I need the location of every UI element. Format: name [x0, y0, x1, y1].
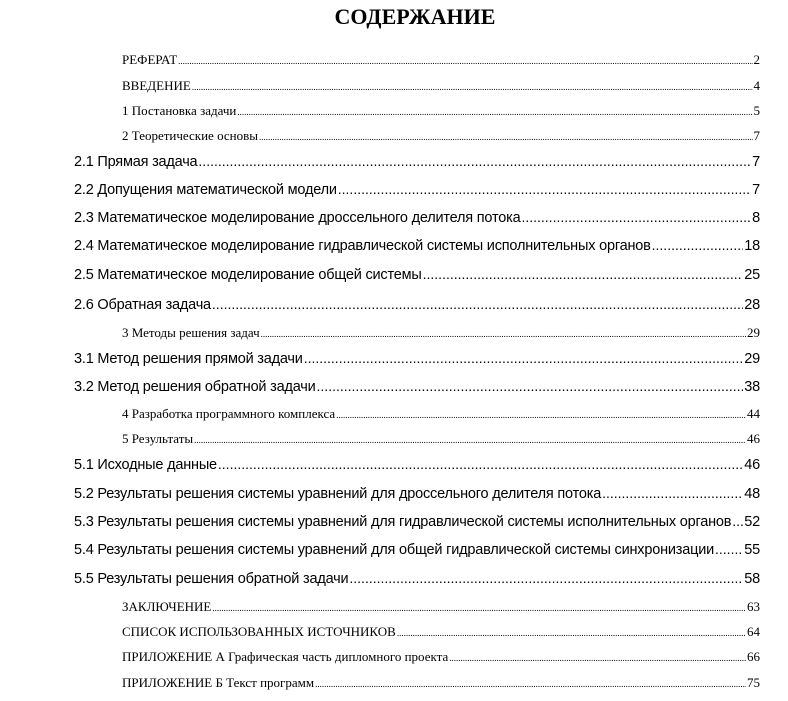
- toc-entry[interactable]: [74, 378, 760, 395]
- leader-dots: [237, 107, 752, 117]
- toc-entry[interactable]: [122, 103, 760, 119]
- toc-entry-label: 2.4 Математическое моделирование гидравлической системы исполнительных органов: [74, 238, 651, 254]
- toc-entry[interactable]: [74, 485, 760, 502]
- toc-entry-page: 8: [752, 210, 760, 226]
- toc-entry[interactable]: [74, 209, 760, 226]
- leader-dots: [338, 181, 751, 197]
- leader-dots: [317, 378, 744, 394]
- toc-entry[interactable]: [74, 570, 760, 587]
- page-title: СОДЕРЖАНИЕ: [334, 4, 496, 29]
- toc-entry-page: 25: [744, 267, 760, 283]
- toc-entry-label: 5.5 Результаты решения обратной задачи: [74, 571, 349, 587]
- toc-entry-label: 2.1 Прямая задача: [74, 154, 198, 170]
- toc-entry-label: 4 Разработка программного комплекса: [122, 406, 336, 421]
- toc-entry-page: 5: [753, 103, 760, 118]
- toc-entry-page: 44: [747, 406, 760, 421]
- toc-entry[interactable]: [74, 153, 760, 170]
- toc-entry[interactable]: [74, 541, 760, 558]
- toc-entry-page: 64: [747, 624, 760, 639]
- toc-entry-label: ПРИЛОЖЕНИЕ А Графическая часть дипломного проекта: [122, 649, 449, 664]
- toc-entry[interactable]: [122, 52, 760, 68]
- toc-entry-label: 1 Постановка задачи: [122, 103, 237, 118]
- toc-entry-label: 2 Теоретические основы: [122, 128, 258, 143]
- toc-entry-page: 66: [747, 649, 760, 664]
- toc-entry-label: 5.4 Результаты решения системы уравнений для общей гидравлической системы синхронизации: [74, 542, 715, 558]
- toc-entry-page: 48: [744, 486, 760, 502]
- leader-dots: [449, 653, 746, 663]
- toc-entry[interactable]: [74, 296, 760, 313]
- toc-entry-label: РЕФЕРАТ: [122, 52, 178, 67]
- toc-entry-page: 46: [744, 457, 760, 473]
- toc-entry[interactable]: [74, 181, 760, 198]
- toc-entry-label: 5.3 Результаты решения системы уравнений для гидравлической системы исполнительных органов: [74, 514, 732, 530]
- leader-dots: [194, 435, 746, 445]
- toc-entry-page: 38: [744, 379, 760, 395]
- leader-dots: [732, 513, 743, 529]
- toc-entry[interactable]: [74, 513, 760, 530]
- toc-entry-label: 3.1 Метод решения прямой задачи: [74, 351, 303, 367]
- toc-entry-page: 7: [753, 128, 760, 143]
- toc-entry[interactable]: [122, 675, 760, 691]
- leader-dots: [315, 679, 746, 689]
- toc-entry[interactable]: [122, 325, 760, 341]
- leader-dots: [304, 350, 744, 366]
- toc-entry-page: 29: [744, 351, 760, 367]
- leader-dots: [423, 266, 744, 282]
- toc-entry-label: 2.3 Математическое моделирование дроссельного делителя потока: [74, 210, 521, 226]
- leader-dots: [336, 410, 746, 420]
- toc-entry-page: 58: [744, 571, 760, 587]
- leader-dots: [349, 570, 743, 586]
- leader-dots: [192, 82, 753, 92]
- leader-dots: [715, 541, 743, 557]
- toc-entry-page: 28: [744, 297, 760, 313]
- toc-entry-label: СПИСОК ИСПОЛЬЗОВАННЫХ ИСТОЧНИКОВ: [122, 624, 396, 639]
- leader-dots: [602, 485, 743, 501]
- toc-entry-label: ВВЕДЕНИЕ: [122, 78, 191, 93]
- leader-dots: [212, 603, 746, 613]
- toc-entry-page: 2: [753, 52, 760, 67]
- toc-entry[interactable]: [122, 649, 760, 665]
- leader-dots: [652, 237, 744, 253]
- toc-entry-page: 18: [744, 238, 760, 254]
- toc-entry-label: 3.2 Метод решения обратной задачи: [74, 379, 316, 395]
- leader-dots: [521, 209, 751, 225]
- toc-entry[interactable]: [122, 431, 760, 447]
- toc-entry[interactable]: [74, 266, 760, 283]
- toc-entry-page: 55: [744, 542, 760, 558]
- toc-entry-label: 5.1 Исходные данные: [74, 457, 217, 473]
- toc-entry[interactable]: [74, 456, 760, 473]
- toc-entry[interactable]: [122, 599, 760, 615]
- toc-entry-page: 4: [753, 78, 760, 93]
- leader-dots: [178, 56, 752, 66]
- toc-entry-label: 2.5 Математическое моделирование общей системы: [74, 267, 422, 283]
- leader-dots: [198, 153, 751, 169]
- toc-entry-label: 5.2 Результаты решения системы уравнений для дроссельного делителя потока: [74, 486, 602, 502]
- leader-dots: [212, 296, 743, 312]
- toc-entry-page: 29: [747, 325, 760, 340]
- toc-entry[interactable]: [122, 624, 760, 640]
- toc-entry[interactable]: [122, 78, 760, 94]
- toc-entry-page: 46: [747, 431, 760, 446]
- leader-dots: [259, 132, 753, 142]
- toc-entry-label: 3 Методы решения задач: [122, 325, 260, 340]
- toc-entry-label: 5 Результаты: [122, 431, 194, 446]
- leader-dots: [397, 628, 746, 638]
- toc-entry[interactable]: [122, 128, 760, 144]
- toc-entry-page: 7: [752, 182, 760, 198]
- toc-entry-label: ЗАКЛЮЧЕНИЕ: [122, 599, 212, 614]
- toc-entry-label: 2.6 Обратная задача: [74, 297, 211, 313]
- leader-dots: [218, 456, 743, 472]
- toc-entry-page: 52: [744, 514, 760, 530]
- toc-entry[interactable]: [74, 350, 760, 367]
- toc-entry-label: ПРИЛОЖЕНИЕ Б Текст программ: [122, 675, 315, 690]
- leader-dots: [261, 329, 746, 339]
- toc-entry-label: 2.2 Допущения математической модели: [74, 182, 337, 198]
- toc-entry[interactable]: [74, 237, 760, 254]
- toc-entry-page: 7: [752, 154, 760, 170]
- toc-entry-page: 63: [747, 599, 760, 614]
- toc-entry[interactable]: [122, 406, 760, 422]
- toc-entry-page: 75: [747, 675, 760, 690]
